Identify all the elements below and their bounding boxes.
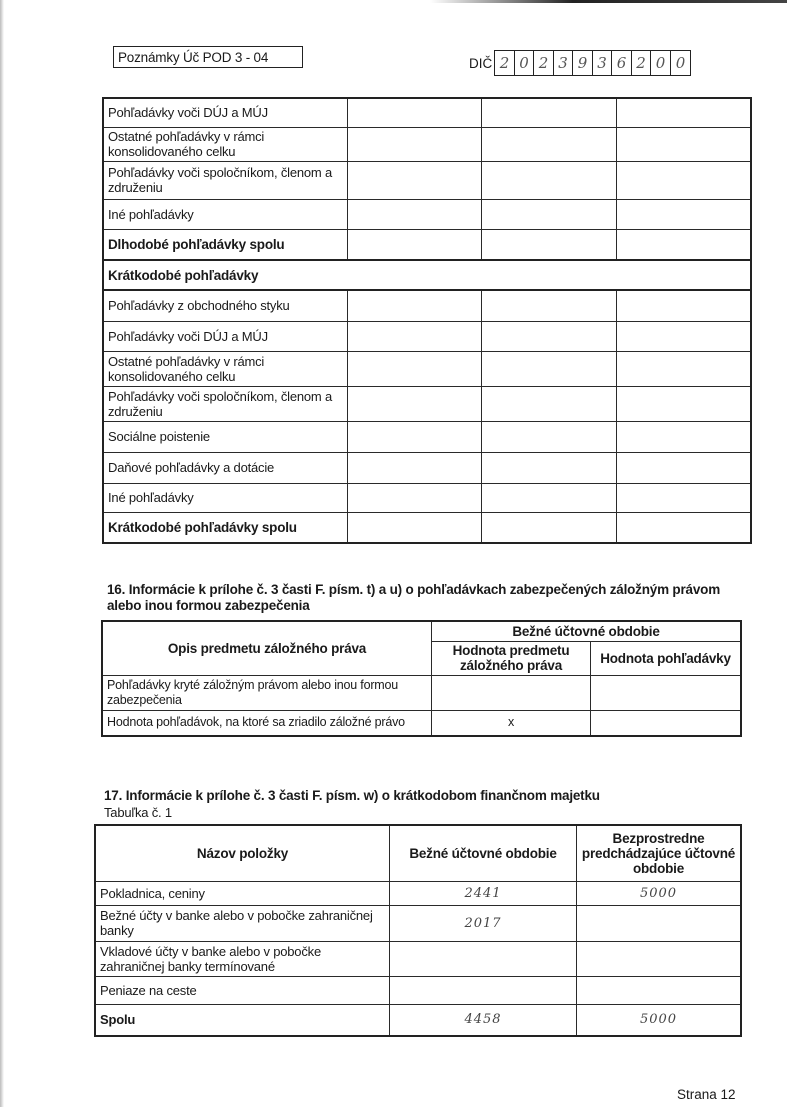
row-label: Ostatné pohľadávky v rámci konsolidovaného celku <box>103 351 348 386</box>
row-label: Pohľadávky voči spoločníkom, členom a združeniu <box>103 161 348 199</box>
section-header-row <box>103 260 751 290</box>
value-current[interactable] <box>390 941 577 976</box>
value-cell[interactable] <box>482 229 616 260</box>
value-cell[interactable] <box>616 512 751 543</box>
table-row <box>103 421 751 452</box>
short-term-total-label: Krátkodobé pohľadávky spolu <box>103 512 348 543</box>
value-cell[interactable] <box>616 290 751 321</box>
value-cell[interactable] <box>348 127 482 161</box>
value-cell[interactable] <box>348 452 482 483</box>
row-label: Bežné účty v banke alebo v pobočke zahraničnej banky <box>95 905 390 941</box>
table-row <box>102 675 741 710</box>
section-17-title: 17. Informácie k prílohe č. 3 časti F. písm. w) o krátkodobom finančnom majetku <box>104 788 600 803</box>
form-title: Poznámky Úč POD 3 - 04 <box>113 46 303 68</box>
dic-digit[interactable]: 6 <box>612 51 632 75</box>
row-label: Sociálne poistenie <box>103 421 348 452</box>
value-cell[interactable] <box>482 161 616 199</box>
total-current[interactable]: 4458 <box>390 1004 577 1036</box>
dic-digit[interactable]: 0 <box>675 54 686 72</box>
value-cell[interactable] <box>482 321 616 351</box>
page-number: Strana 12 <box>677 1087 736 1102</box>
dic-digit[interactable]: 3 <box>554 51 574 75</box>
col-header-value-subject: Hodnota predmetu záložného práva <box>432 641 591 675</box>
value-cell[interactable] <box>482 386 616 421</box>
table-row <box>95 976 741 1004</box>
dic-field <box>469 50 691 76</box>
value-cell[interactable] <box>348 98 482 127</box>
dic-label: DIČ <box>469 55 493 71</box>
value-cell[interactable] <box>616 452 751 483</box>
value-previous[interactable]: 5000 <box>577 881 742 905</box>
row-label: Pohľadávky kryté záložným právom alebo inou formou zabezpečenia <box>102 675 432 710</box>
value-cell[interactable] <box>616 127 751 161</box>
scan-edge-shadow <box>430 0 787 3</box>
short-term-header: Krátkodobé pohľadávky <box>103 260 751 290</box>
value-cell[interactable] <box>616 483 751 512</box>
row-label: Pohľadávky voči DÚJ a MÚJ <box>103 98 348 127</box>
col-header-current: Bežné účtovné obdobie <box>390 825 577 881</box>
dic-digit[interactable]: 0 <box>515 51 535 75</box>
row-label: Pohľadávky voči DÚJ a MÚJ <box>103 321 348 351</box>
pledge-table <box>101 620 742 737</box>
value-cell[interactable] <box>348 512 482 543</box>
dic-digit[interactable]: 3 <box>593 51 613 75</box>
col-header-description: Opis predmetu záložného práva <box>102 621 432 675</box>
table-row-total <box>103 512 751 543</box>
value-cell[interactable] <box>482 127 616 161</box>
table-row <box>103 98 751 127</box>
row-label: Pohľadávky z obchodného styku <box>103 290 348 321</box>
value-cell[interactable] <box>482 199 616 229</box>
table-row <box>103 452 751 483</box>
value-cell[interactable] <box>348 351 482 386</box>
row-label: Pokladnica, ceniny <box>95 881 390 905</box>
value-cell[interactable] <box>616 386 751 421</box>
table-row <box>103 161 751 199</box>
dic-digit[interactable]: 9 <box>573 51 593 75</box>
scan-edge-shadow-left <box>0 0 4 1107</box>
long-term-total-label: Dlhodobé pohľadávky spolu <box>103 229 348 260</box>
value-cell[interactable] <box>591 675 742 710</box>
row-label: Hodnota pohľadávok, na ktoré sa zriadilo záložné právo <box>102 710 432 736</box>
table-row <box>103 321 751 351</box>
value-cell[interactable] <box>348 483 482 512</box>
value-previous[interactable] <box>577 976 742 1004</box>
value-cell[interactable] <box>482 483 616 512</box>
value-cell[interactable] <box>348 421 482 452</box>
dic-digit[interactable]: 2 <box>632 51 652 75</box>
row-label: Peniaze na ceste <box>95 976 390 1004</box>
value-cell[interactable] <box>482 98 616 127</box>
value-cell[interactable] <box>482 512 616 543</box>
table-row-total <box>103 229 751 260</box>
value-cell[interactable] <box>348 229 482 260</box>
value-cell[interactable] <box>348 161 482 199</box>
header-row <box>95 825 741 881</box>
col-header-value-receivable: Hodnota pohľadávky <box>591 641 742 675</box>
receivables-table <box>102 97 752 544</box>
value-cell[interactable] <box>482 452 616 483</box>
row-label: Iné pohľadávky <box>103 199 348 229</box>
total-label: Spolu <box>95 1004 390 1036</box>
table-row <box>102 710 741 736</box>
row-label: Vkladové účty v banke alebo v pobočke zahraničnej banky termínované <box>95 941 390 976</box>
value-cell[interactable]: x <box>432 710 591 736</box>
dic-digit[interactable]: 0 <box>651 51 671 75</box>
value-cell[interactable] <box>432 675 591 710</box>
section-16-title: 16. Informácie k prílohe č. 3 časti F. písm. t) a u) o pohľadávkach zabezpečených záložným právom alebo inou formou zabezpečenia <box>107 582 720 613</box>
value-previous[interactable] <box>577 941 742 976</box>
table-row <box>103 199 751 229</box>
table-row <box>103 127 751 161</box>
dic-digit-boxes <box>494 50 691 76</box>
col-header-previous: Bezprostredne predchádzajúce účtovné obdobie <box>577 825 742 881</box>
dic-digit[interactable]: 2 <box>495 51 515 75</box>
value-cell[interactable] <box>616 98 751 127</box>
table-row <box>95 941 741 976</box>
value-cell[interactable] <box>591 710 742 736</box>
value-cell[interactable] <box>616 161 751 199</box>
value-cell[interactable] <box>482 290 616 321</box>
total-previous[interactable]: 5000 <box>577 1004 742 1036</box>
financial-assets-table <box>94 824 742 1037</box>
value-cell[interactable] <box>616 321 751 351</box>
table-row <box>103 483 751 512</box>
value-cell[interactable] <box>348 199 482 229</box>
table-row <box>95 881 741 905</box>
header-row <box>102 621 741 641</box>
value-cell[interactable] <box>482 351 616 386</box>
value-current[interactable]: 2017 <box>390 905 577 941</box>
dic-digit[interactable]: 2 <box>534 51 554 75</box>
row-label: Pohľadávky voči spoločníkom, členom a združeniu <box>103 386 348 421</box>
table-row <box>103 386 751 421</box>
value-cell[interactable] <box>348 386 482 421</box>
table-row <box>95 905 741 941</box>
value-cell[interactable] <box>616 351 751 386</box>
value-current[interactable]: 2441 <box>390 881 577 905</box>
table-row <box>103 290 751 321</box>
value-cell[interactable] <box>348 321 482 351</box>
value-cell[interactable] <box>616 229 751 260</box>
table-row-total <box>95 1004 741 1036</box>
value-previous[interactable] <box>577 905 742 941</box>
row-label: Daňové pohľadávky a dotácie <box>103 452 348 483</box>
col-header-period: Bežné účtovné obdobie <box>432 621 742 641</box>
col-header-item: Názov položky <box>95 825 390 881</box>
row-label: Ostatné pohľadávky v rámci konsolidovaného celku <box>103 127 348 161</box>
value-cell[interactable] <box>348 290 482 321</box>
value-cell[interactable] <box>482 421 616 452</box>
value-current[interactable] <box>390 976 577 1004</box>
value-cell[interactable] <box>616 199 751 229</box>
table-label: Tabuľka č. 1 <box>104 805 172 820</box>
row-label: Iné pohľadávky <box>103 483 348 512</box>
table-row <box>103 351 751 386</box>
value-cell[interactable] <box>616 421 751 452</box>
